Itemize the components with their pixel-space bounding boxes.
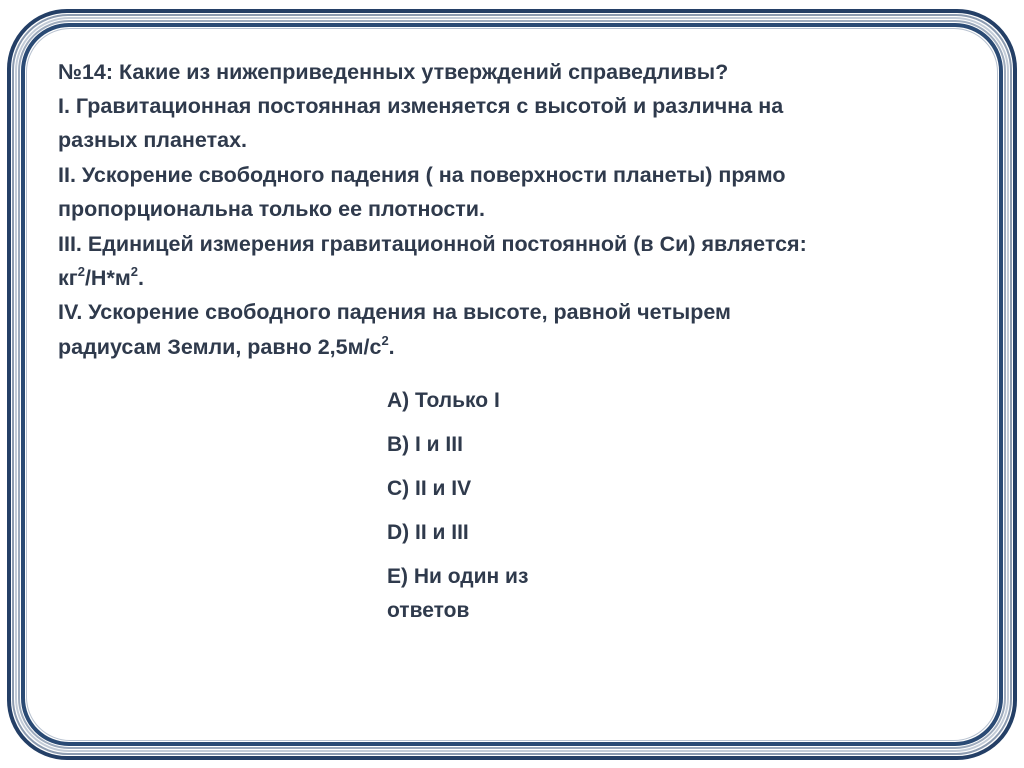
statement-2-line-1: II. Ускорение свободного падения ( на поверхности планеты) прямо bbox=[58, 163, 786, 187]
statement-3-line-1: III. Единицей измерения гравитационной постоянной (в Си) является: bbox=[58, 232, 807, 256]
superscript: 2 bbox=[130, 264, 138, 279]
answer-c: C) II и IV bbox=[387, 477, 472, 500]
answer-b: B) I и III bbox=[387, 433, 463, 456]
period: . bbox=[137, 266, 144, 290]
statement-1-line-1: I. Гравитационная постоянная изменяется с высотой и различна на bbox=[58, 94, 784, 118]
statement-1-line-2: разных планетах. bbox=[58, 128, 247, 152]
superscript: 2 bbox=[381, 333, 389, 348]
statement-4-text: радиусам Земли, равно 2,5м/с bbox=[58, 335, 382, 359]
statement-4-line-1: IV. Ускорение свободного падения на высоте, равной четырем bbox=[58, 300, 731, 324]
statement-2-line-2: пропорциональна только ее плотности. bbox=[58, 197, 485, 221]
answer-a: A) Только I bbox=[387, 389, 500, 412]
answer-e: E) Ни один из bbox=[387, 565, 529, 588]
statement-4-line-2 bbox=[58, 330, 395, 364]
statement-3-line-2 bbox=[58, 261, 144, 295]
answer-d: D) II и III bbox=[387, 521, 469, 544]
period: . bbox=[388, 335, 395, 359]
unit-n-m: /Н*м bbox=[84, 266, 131, 290]
answer-e-continued: ответов bbox=[387, 599, 470, 622]
unit-kg: кг bbox=[58, 266, 78, 290]
superscript: 2 bbox=[77, 264, 85, 279]
question-title: №14: Какие из нижеприведенных утверждений справедливы? bbox=[58, 60, 729, 84]
